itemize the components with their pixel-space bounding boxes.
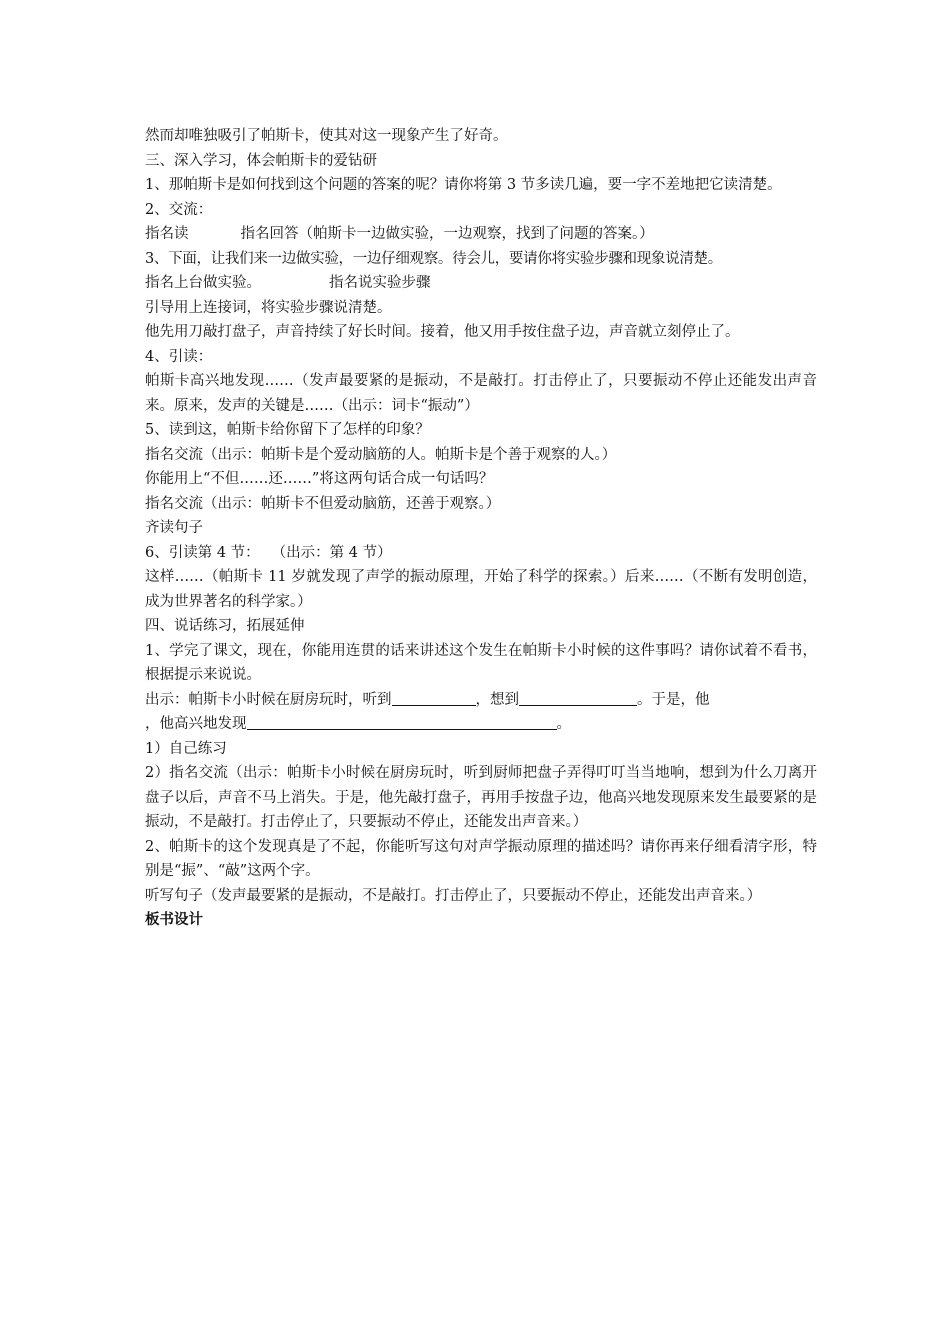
text-line: 指名交流（出示：帕斯卡不但爱动脑筋，还善于观察。）	[145, 495, 501, 512]
section-heading: 四、说话练习，拓展延伸	[145, 618, 305, 634]
text-line: 你能用上“不但……还……”将这两句话合成一句话吗？	[145, 471, 494, 487]
text-line: 3、下面，让我们来一边做实验，一边仔细观察。待会儿，要请你将实验步骤和现象说清楚。	[145, 250, 722, 267]
text-line	[145, 271, 817, 296]
text-fragment: 出示：帕斯卡小时候在厨房玩时，听到	[145, 691, 392, 708]
text-line: 引导用上连接词，将实验步骤说清楚。	[145, 299, 392, 316]
text-fragment: ，想到	[475, 691, 519, 708]
section-heading: 三、深入学习，体会帕斯卡的爱钻研	[145, 152, 377, 169]
text-line: 1）自己练习	[145, 740, 227, 757]
text-line	[145, 222, 817, 247]
text-fragment: ，他高兴地发现	[145, 716, 247, 732]
paragraph: 这样……（帕斯卡 11 岁就发现了声学的振动原理，开始了科学的探索。）后来……（不断有发明创造，成为世界著名的科学家。）	[145, 569, 817, 610]
text-line: 然而却唯独吸引了帕斯卡，使其对这一现象产生了好奇。	[145, 128, 508, 144]
text-line: 4、引读：	[145, 348, 213, 365]
text-line: 齐读句子	[145, 520, 203, 536]
text-fragment: 指名读	[145, 226, 189, 242]
blank-line-3	[247, 714, 557, 730]
paragraph: 听写句子（发声最要紧的是振动，不是敲打。打击停止了，只要振动不停止，还能发出声音来。）	[145, 887, 762, 904]
text-line: 指名交流（出示：帕斯卡是个爱动脑筋的人。帕斯卡是个善于观察的人。）	[145, 446, 617, 463]
text-line: 5、读到这，帕斯卡给你留下了怎样的印象？	[145, 422, 430, 438]
text-fragment: 指名说实验步骤	[329, 275, 431, 291]
text-fragment: （出示：第 4 节）	[271, 544, 392, 561]
document-page	[145, 124, 817, 933]
board-design-heading: 板书设计	[145, 912, 203, 928]
blank-line-2	[519, 690, 637, 706]
text-fragment: 。于是，他	[637, 691, 710, 708]
text-fragment: 指名回答（帕斯卡一边做实验，一边观察，找到了问题的答案。）	[240, 226, 654, 242]
text-line: 2、交流：	[145, 201, 213, 218]
paragraph: 他先用刀敲打盘子，声音持续了好长时间。接着，他又用手按住盘子边，声音就立刻停止了。	[145, 324, 740, 340]
text-fragment: 指名上台做实验。	[145, 275, 261, 291]
text-line	[145, 541, 817, 566]
text-fragment: 6、引读第 4 节：	[145, 544, 260, 561]
text-fragment: 。	[556, 716, 571, 732]
paragraph: 帕斯卡高兴地发现……（发声最要紧的是振动，不是敲打。打击停止了，只要振动不停止还能发出声音来。原来，发声的关键是……（出示：词卡“振动”）	[145, 373, 817, 414]
paragraph: 1、那帕斯卡是如何找到这个问题的答案的呢？请你将第 3 节多读几遍，要一字不差地把它读清楚。	[145, 177, 782, 193]
paragraph: 2）指名交流（出示：帕斯卡小时候在厨房玩时，听到厨师把盘子弄得叮叮当当地响，想到为什么刀离开盘子以后，声音不马上消失。于是，他先敲打盘子，再用手按盘子边，他高兴地发现原来发生最要紧的是振动，不是敲打。打击停止了，只要振动不停止，还能发出声音来。）	[145, 765, 817, 830]
paragraph: 2、帕斯卡的这个发现真是了不起，你能听写这句对声学振动原理的描述吗？请你再来仔细看清字形，特别是“振”、“敲”这两个字。	[145, 838, 817, 879]
paragraph: 1、学完了课文，现在，你能用连贯的话来讲述这个发生在帕斯卡小时候的这件事吗？请你试着不看书，根据提示来说说。	[145, 642, 817, 683]
fill-in-prompt	[145, 688, 817, 737]
blank-line-1	[392, 690, 476, 706]
